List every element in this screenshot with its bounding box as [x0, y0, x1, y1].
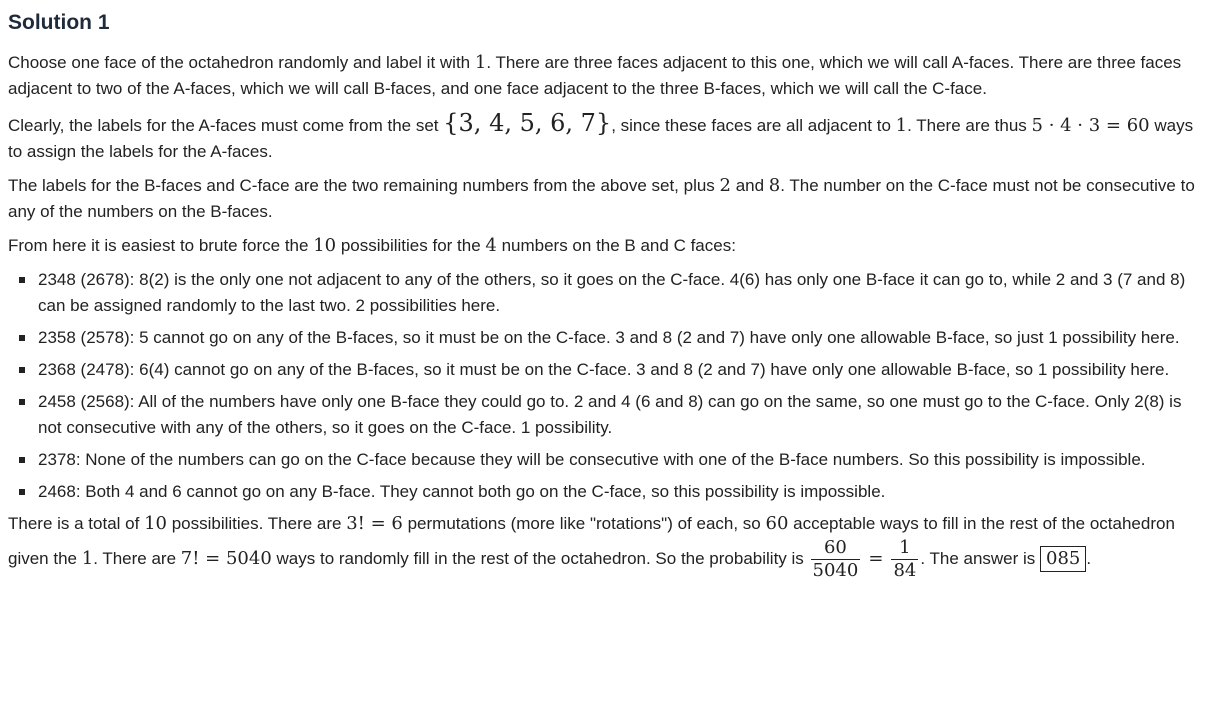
bc-text-3: . The number on the C-face must not be consecutive to any of the numbers on the B-faces.	[8, 176, 1195, 221]
math-ten: 10	[313, 235, 337, 256]
list-item	[38, 447, 1206, 473]
paragraph-a-faces	[8, 110, 1206, 165]
paragraph-b-c-faces	[8, 173, 1206, 225]
bullet-icon	[19, 399, 25, 405]
conclusion-text-7: . The answer is	[920, 548, 1041, 568]
list-item	[38, 325, 1206, 351]
paragraph-setup	[8, 50, 1206, 102]
conclusion-text-4: acceptable ways to fill in the rest of the octahedron given the	[8, 514, 1175, 568]
list-item	[38, 389, 1206, 441]
fraction-1-over-84	[891, 537, 918, 582]
math-two: 2	[719, 175, 731, 196]
bullet-icon	[19, 335, 25, 341]
setup-text: Choose one face of the octahedron randomly and label it with	[8, 53, 475, 72]
case-text: 2348 (2678): 8(2) is the only one not adjacent to any of the others, so it goes on the C-face. 4(6) has only one B-face it can go to, while 2 and 3 (7 and 8) can be assigned randomly to the last two. 2 possibilities here.	[38, 270, 1186, 315]
math-one: 1	[895, 115, 908, 136]
math-equals: =	[868, 547, 884, 569]
case-text: 2468: Both 4 and 6 cannot go on any B-face. They cannot both go on the C-face, so this possibility is impossible.	[38, 482, 886, 501]
setup-text-tail: . There are three faces adjacent to this one, which we will call A-faces. There are three faces adjacent to two of the A-faces, which we will call B-faces, and one face adjacent to the three B-faces, which we will call the C-face.	[8, 53, 1182, 98]
math-product: 5 · 4 · 3 = 60	[1031, 115, 1150, 136]
paragraph-brute-force	[8, 233, 1206, 259]
a-faces-text-1: Clearly, the labels for the A-faces must come from the set	[8, 116, 444, 135]
list-item	[38, 267, 1206, 319]
bullet-icon	[19, 457, 25, 463]
list-item	[38, 357, 1206, 383]
brute-text-3: numbers on the B and C faces:	[496, 236, 736, 255]
case-text: 2378: None of the numbers can go on the C-face because they will be consecutive with one of the B-face numbers. So this possibility is impossible.	[38, 450, 1146, 469]
bullet-icon	[19, 367, 25, 373]
math-factorial-3: 3! = 6	[346, 513, 403, 534]
bullet-icon	[19, 489, 25, 495]
math-factorial-7: 7! = 5040	[180, 547, 272, 569]
answer-box: 085	[1040, 546, 1086, 572]
list-item	[38, 479, 1206, 505]
a-faces-text-3: . There are thus	[907, 116, 1032, 135]
brute-text-1: From here it is easiest to brute force the	[8, 236, 314, 255]
bc-text-2: and	[730, 176, 769, 195]
case-text: 2368 (2478): 6(4) cannot go on any of the B-faces, so it must be on the C-face. 3 and 8 (2 and 7) have only one allowable B-face, so 1 possibility here.	[38, 360, 1170, 379]
math-sixty: 60	[765, 513, 789, 534]
brute-text-2: possibilities for the	[336, 236, 486, 255]
a-faces-text-2: , since these faces are all adjacent to	[611, 116, 896, 135]
conclusion-text-1: There is a total of	[8, 514, 145, 533]
math-eight: 8	[768, 175, 781, 196]
conclusion-text-2: possibilities. There are	[166, 514, 347, 533]
math-ten: 10	[144, 513, 167, 534]
bullet-icon	[19, 277, 25, 283]
fraction-60-over-5040	[811, 537, 861, 582]
fraction-denominator: 5040	[812, 560, 859, 581]
case-text: 2358 (2578): 5 cannot go on any of the B-faces, so it must be on the C-face. 3 and 8 (2 and 7) have only one allowable B-face, so just 1 possibility here.	[38, 328, 1180, 347]
a-faces-text-4: ways to assign the labels for the A-faces.	[8, 116, 1194, 161]
math-four: 4	[485, 235, 497, 256]
math-one: 1	[474, 52, 487, 73]
math-one: 1	[81, 547, 94, 569]
fraction-numerator: 1	[899, 537, 911, 558]
conclusion-text-8: .	[1086, 548, 1092, 568]
fraction-numerator: 60	[823, 537, 847, 558]
paragraph-conclusion	[8, 511, 1206, 582]
case-list	[8, 267, 1206, 505]
fraction-denominator: 84	[893, 560, 917, 581]
conclusion-text-6: ways to randomly fill in the rest of the octahedron. So the probability is	[271, 548, 809, 568]
bc-text-1: The labels for the B-faces and C-face are the two remaining numbers from the above set, plus	[8, 176, 720, 195]
conclusion-text-5: . There are	[93, 548, 181, 568]
conclusion-text-3: permutations (more like "rotations") of each, so	[402, 514, 766, 533]
solution-heading: Solution 1	[8, 11, 110, 34]
case-text: 2458 (2568): All of the numbers have only one B-face they could go to. 2 and 4 (6 and 8) can go on the same, so one must go to the C-face. Only 2(8) is not consecutive with any of the others, so it goes on the C-face. 1 possibility.	[38, 392, 1182, 437]
math-set: {3, 4, 5, 6, 7}	[443, 109, 612, 137]
